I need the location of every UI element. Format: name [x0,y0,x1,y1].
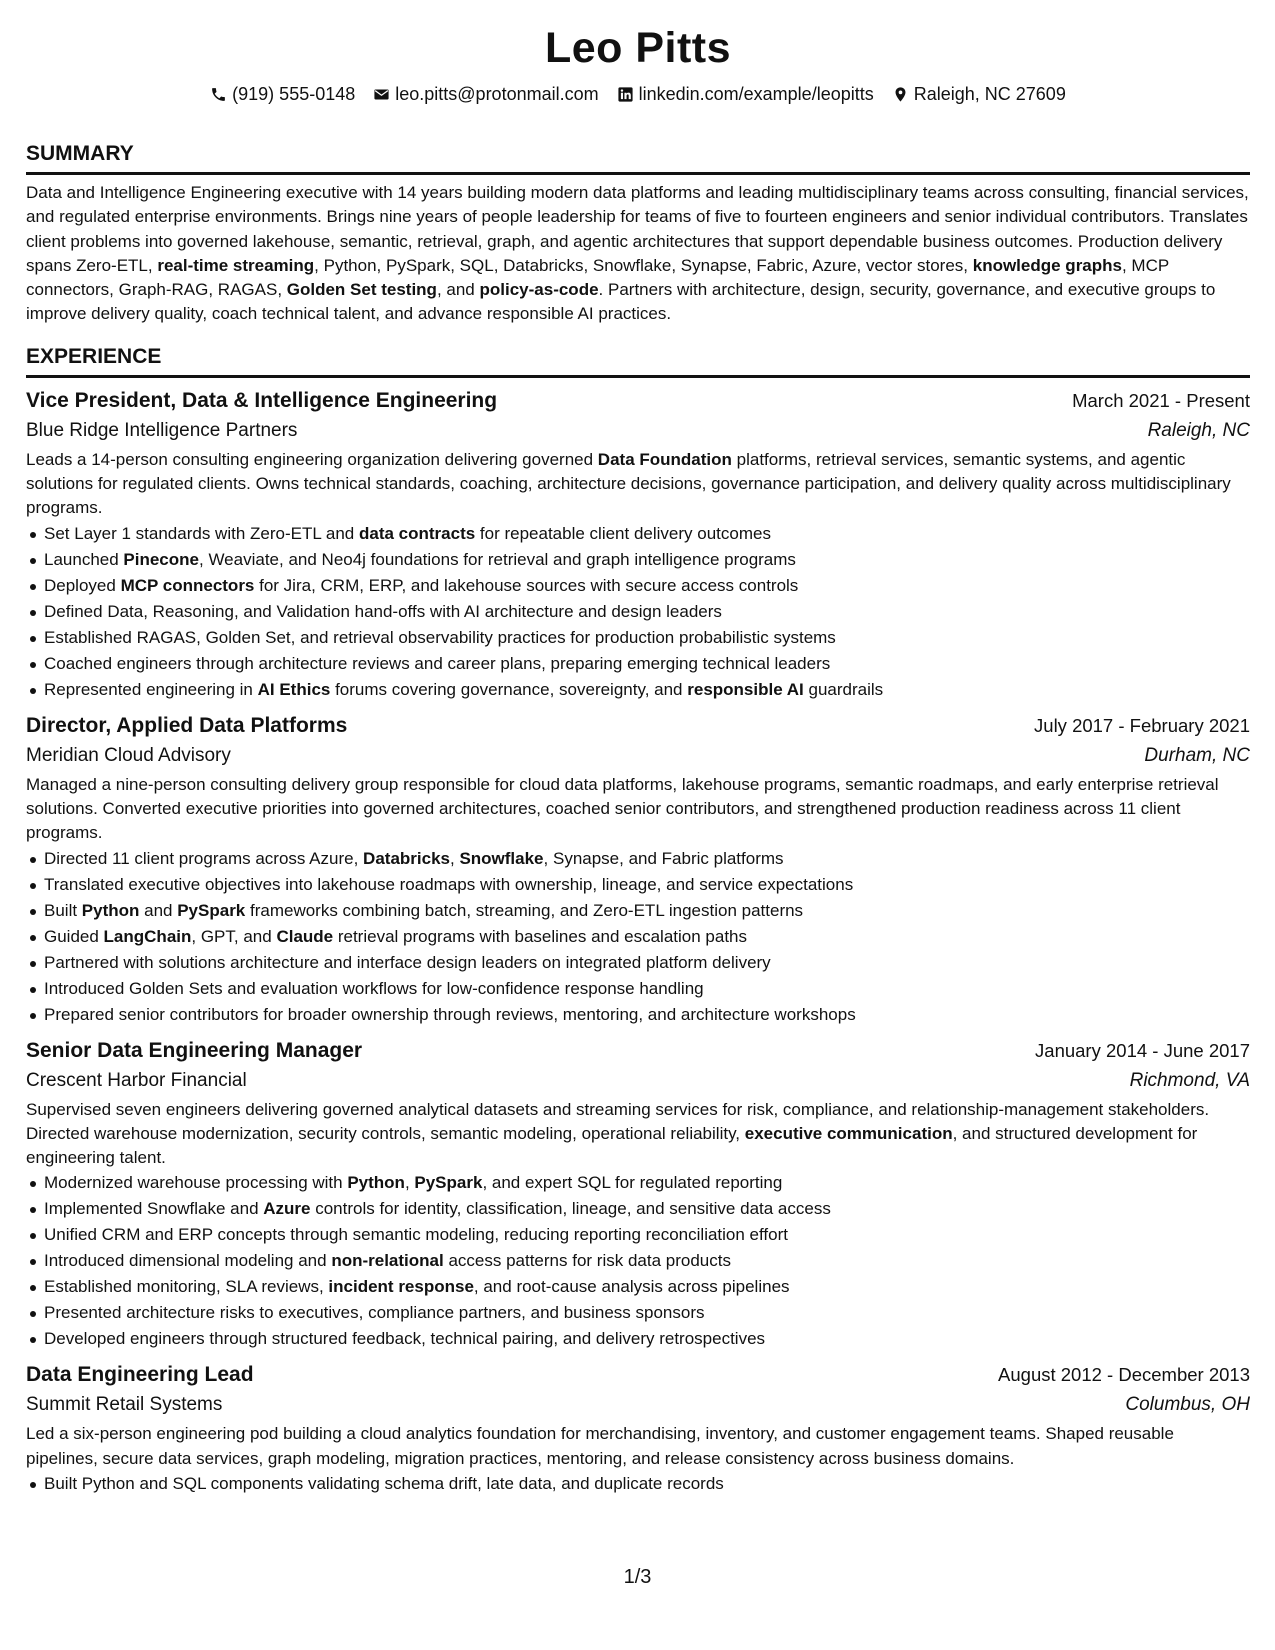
text-segment: Leads a 14-person consulting engineering organization delivering governed [26,449,598,469]
experience-list [26,386,1250,1497]
job-company-row [26,1066,1250,1096]
list-item [44,1196,1250,1222]
job-location: Columbus, OH [1125,1394,1250,1416]
list-item [44,1002,1250,1028]
contact-email[interactable] [373,82,598,106]
emphasis-text: policy-as-code [479,280,599,300]
job-header-row [26,1360,1250,1390]
text-segment: retrieval programs with baselines and escalation paths [333,926,748,946]
text-segment: . Partners with architecture, design, security, governance, and executive groups to improve delivery quality, coach technical talent, and advance responsible AI practices. [26,280,1216,324]
emphasis-text: Snowflake [459,848,544,868]
job-title: Data Engineering Lead [26,1363,254,1387]
emphasis-text: Python [347,1173,405,1193]
text-segment: Data and Intelligence Engineering executive with 14 years building modern data platforms and leading multidisciplinary teams across consulting, financial services, and regulated enterprise environments. Brings nine years of people leadership for teams of five to fourteen engineers and senior individual contributors. Translates client problems into governed lakehouse, semantic, retrieval, graph, and agentic architectures that support dependable business outcomes. Production delivery spans Zero-ETL, [26,183,1249,275]
text-segment: Established RAGAS, Golden Set, and retrieval observability practices for production probabilistic systems [44,627,836,647]
text-segment: for Jira, CRM, ERP, and lakehouse sources with secure access controls [254,575,799,595]
text-segment: Unified CRM and ERP concepts through semantic modeling, reducing reporting reconciliation effort [44,1225,788,1245]
emphasis-text: AI Ethics [257,679,331,699]
text-segment: Led a six-person engineering pod building a cloud analytics foundation for merchandising, inventory, and customer engagement teams. Shaped reusable pipelines, secure data services, graph modeling, migration practices, mentoring, and release consistency across business domains. [26,1424,1174,1468]
emphasis-text: Data Foundation [597,449,732,469]
job-bullets [26,521,1250,703]
text-segment: Built [44,900,82,920]
emphasis-text: PySpark [177,900,246,920]
text-segment: Presented architecture risks to executives, compliance partners, and business sponsors [44,1303,705,1323]
linkedin-icon [617,86,634,103]
text-segment: , Synapse, and Fabric platforms [543,848,784,868]
job-header-row [26,1036,1250,1066]
text-segment: , Python, PySpark, SQL, Databricks, Snowflake, Synapse, Fabric, Azure, vector stores, [314,255,973,275]
list-item [44,898,1250,924]
list-item [44,1471,1250,1497]
text-segment: , and expert SQL for regulated reporting [482,1173,783,1193]
list-item [44,846,1250,872]
list-item [44,872,1250,898]
list-item [44,1248,1250,1274]
job-location: Raleigh, NC [1147,419,1250,441]
emphasis-text: real-time streaming [157,255,315,275]
contact-bar [26,82,1250,106]
text-segment: , and [436,280,480,300]
job-header-row [26,386,1250,416]
text-segment: Developed engineers through structured feedback, technical pairing, and delivery retrospectives [44,1329,766,1349]
contact-phone [210,82,355,106]
emphasis-text: Databricks [363,848,450,868]
text-segment: Established monitoring, SLA reviews, [44,1277,329,1297]
job-bullets [26,1170,1250,1352]
text-segment: Directed 11 client programs across Azure, [44,848,364,868]
text-segment: , [404,1173,415,1193]
text-segment: Built Python and SQL components validating schema drift, late data, and duplicate records [44,1474,724,1494]
text-segment: controls for identity, classification, lineage, and sensitive data access [310,1199,831,1219]
job-entry [26,711,1250,1028]
job-entry [26,1036,1250,1353]
job-entry [26,1360,1250,1497]
text-segment: Modernized warehouse processing with [44,1173,348,1193]
text-segment: Prepared senior contributors for broader ownership through reviews, mentoring, and architecture workshops [44,1004,856,1024]
list-item [44,677,1250,703]
job-description [26,773,1250,846]
job-bullets [26,846,1250,1028]
text-segment: Introduced Golden Sets and evaluation workflows for low-confidence response handling [44,978,704,998]
summary-heading: SUMMARY [26,140,1250,175]
emphasis-text: Claude [276,926,334,946]
job-header-row [26,711,1250,741]
text-segment: access patterns for risk data products [443,1251,731,1271]
emphasis-text: Golden Set testing [286,280,437,300]
emphasis-text: LangChain [103,926,192,946]
job-company-row [26,741,1250,771]
emphasis-text: responsible AI [687,679,804,699]
text-segment: , MCP connectors, Graph-RAG, RAGAS, [26,255,1169,300]
job-dates: March 2021 - Present [1072,389,1250,411]
text-segment: for repeatable client delivery outcomes [475,523,771,543]
job-description [26,448,1250,521]
text-segment: , Weaviate, and Neo4j foundations for retrieval and graph intelligence programs [199,549,796,569]
list-item [44,924,1250,950]
email-text[interactable]: leo.pitts@protonmail.com [395,84,599,104]
job-dates: August 2012 - December 2013 [998,1364,1250,1386]
list-item [44,1326,1250,1352]
text-segment: Implemented Snowflake and [44,1199,264,1219]
job-bullets [26,1471,1250,1497]
experience-heading: EXPERIENCE [26,343,1250,378]
text-segment: Supervised seven engineers delivering governed analytical datasets and streaming services for risk, compliance, and relationship-management stakeholders. Directed warehouse modernization, security controls, semantic modeling, operational reliability, [26,1099,1210,1143]
text-segment: Translated executive objectives into lakehouse roadmaps with ownership, lineage, and service expectations [44,874,854,894]
list-item [44,599,1250,625]
emphasis-text: MCP connectors [120,575,255,595]
text-segment: frameworks combining batch, streaming, and Zero-ETL ingestion patterns [245,900,804,920]
job-title: Vice President, Data & Intelligence Engineering [26,388,498,412]
list-item [44,1274,1250,1300]
text-segment: Deployed [44,575,121,595]
list-item [44,950,1250,976]
text-segment: Represented engineering in [44,679,258,699]
text-segment: forums covering governance, sovereignty, and [330,679,688,699]
location-text: Raleigh, NC 27609 [913,84,1066,104]
job-description [26,1422,1250,1471]
text-segment: , and structured development for engineering talent. [26,1123,1198,1168]
emphasis-text: Python [81,900,140,920]
text-segment: and [139,900,178,920]
job-company-row [26,416,1250,446]
envelope-icon [373,86,390,103]
list-item [44,547,1250,573]
text-segment: Coached engineers through architecture reviews and career plans, preparing emerging technical leaders [44,653,831,673]
text-segment: platforms, retrieval services, semantic systems, and agentic solutions for regulated clients. Owns technical standards, coaching, architecture decisions, governance participation, and delivery quality across multidisciplinary programs. [26,449,1231,518]
text-segment: Set Layer 1 standards with Zero-ETL and [44,523,359,543]
list-item [44,1170,1250,1196]
candidate-name: Leo Pitts [544,24,732,72]
contact-linkedin[interactable] [617,82,874,106]
list-item [44,1300,1250,1326]
text-segment: Partnered with solutions architecture and interface design leaders on integrated platform delivery [44,952,771,972]
contact-location [892,82,1066,106]
text-segment: Defined Data, Reasoning, and Validation hand-offs with AI architecture and design leaders [44,601,722,621]
emphasis-text: data contracts [358,523,476,543]
emphasis-text: non-relational [331,1251,444,1271]
emphasis-text: incident response [328,1277,474,1297]
list-item [44,976,1250,1002]
text-segment: , [449,848,460,868]
job-title: Director, Applied Data Platforms [26,713,348,737]
emphasis-text: Pinecone [123,549,199,569]
job-dates: July 2017 - February 2021 [1034,714,1250,736]
company-name: Blue Ridge Intelligence Partners [26,419,298,441]
emphasis-text: knowledge graphs [972,255,1122,275]
emphasis-text: Azure [263,1199,311,1219]
text-segment: , and root-cause analysis across pipelines [473,1277,790,1297]
text-segment: Introduced dimensional modeling and [44,1251,332,1271]
list-item [44,651,1250,677]
text-segment: Launched [44,549,124,569]
job-company-row [26,1390,1250,1420]
job-title: Senior Data Engineering Manager [26,1038,363,1062]
list-item [44,521,1250,547]
list-item [44,1222,1250,1248]
phone-text: (919) 555-0148 [232,84,356,104]
resume-page [26,0,1250,1497]
page-number: 1/3 [623,1566,652,1588]
text-segment: Guided [44,926,104,946]
list-item [44,573,1250,599]
emphasis-text: PySpark [414,1173,483,1193]
phone-icon [210,86,227,103]
job-location: Richmond, VA [1129,1069,1250,1091]
company-name: Meridian Cloud Advisory [26,744,231,766]
map-marker-icon [892,86,909,103]
text-segment: Managed a nine-person consulting delivery group responsible for cloud data platforms, lakehouse programs, semantic roadmaps, and early enterprise retrieval solutions. Converted executive priorities into governed architectures, coached senior contributors, and strengthened production readiness across 11 client programs. [26,774,1219,843]
company-name: Crescent Harbor Financial [26,1069,247,1091]
linkedin-text[interactable]: linkedin.com/example/leopitts [638,84,874,104]
job-entry [26,386,1250,703]
summary-text [26,181,1250,327]
job-dates: January 2014 - June 2017 [1035,1039,1250,1061]
emphasis-text: executive communication [744,1123,953,1143]
job-location: Durham, NC [1144,744,1250,766]
text-segment: , GPT, and [191,926,277,946]
text-segment: guardrails [803,679,884,699]
list-item [44,625,1250,651]
job-description [26,1098,1250,1171]
company-name: Summit Retail Systems [26,1394,223,1416]
